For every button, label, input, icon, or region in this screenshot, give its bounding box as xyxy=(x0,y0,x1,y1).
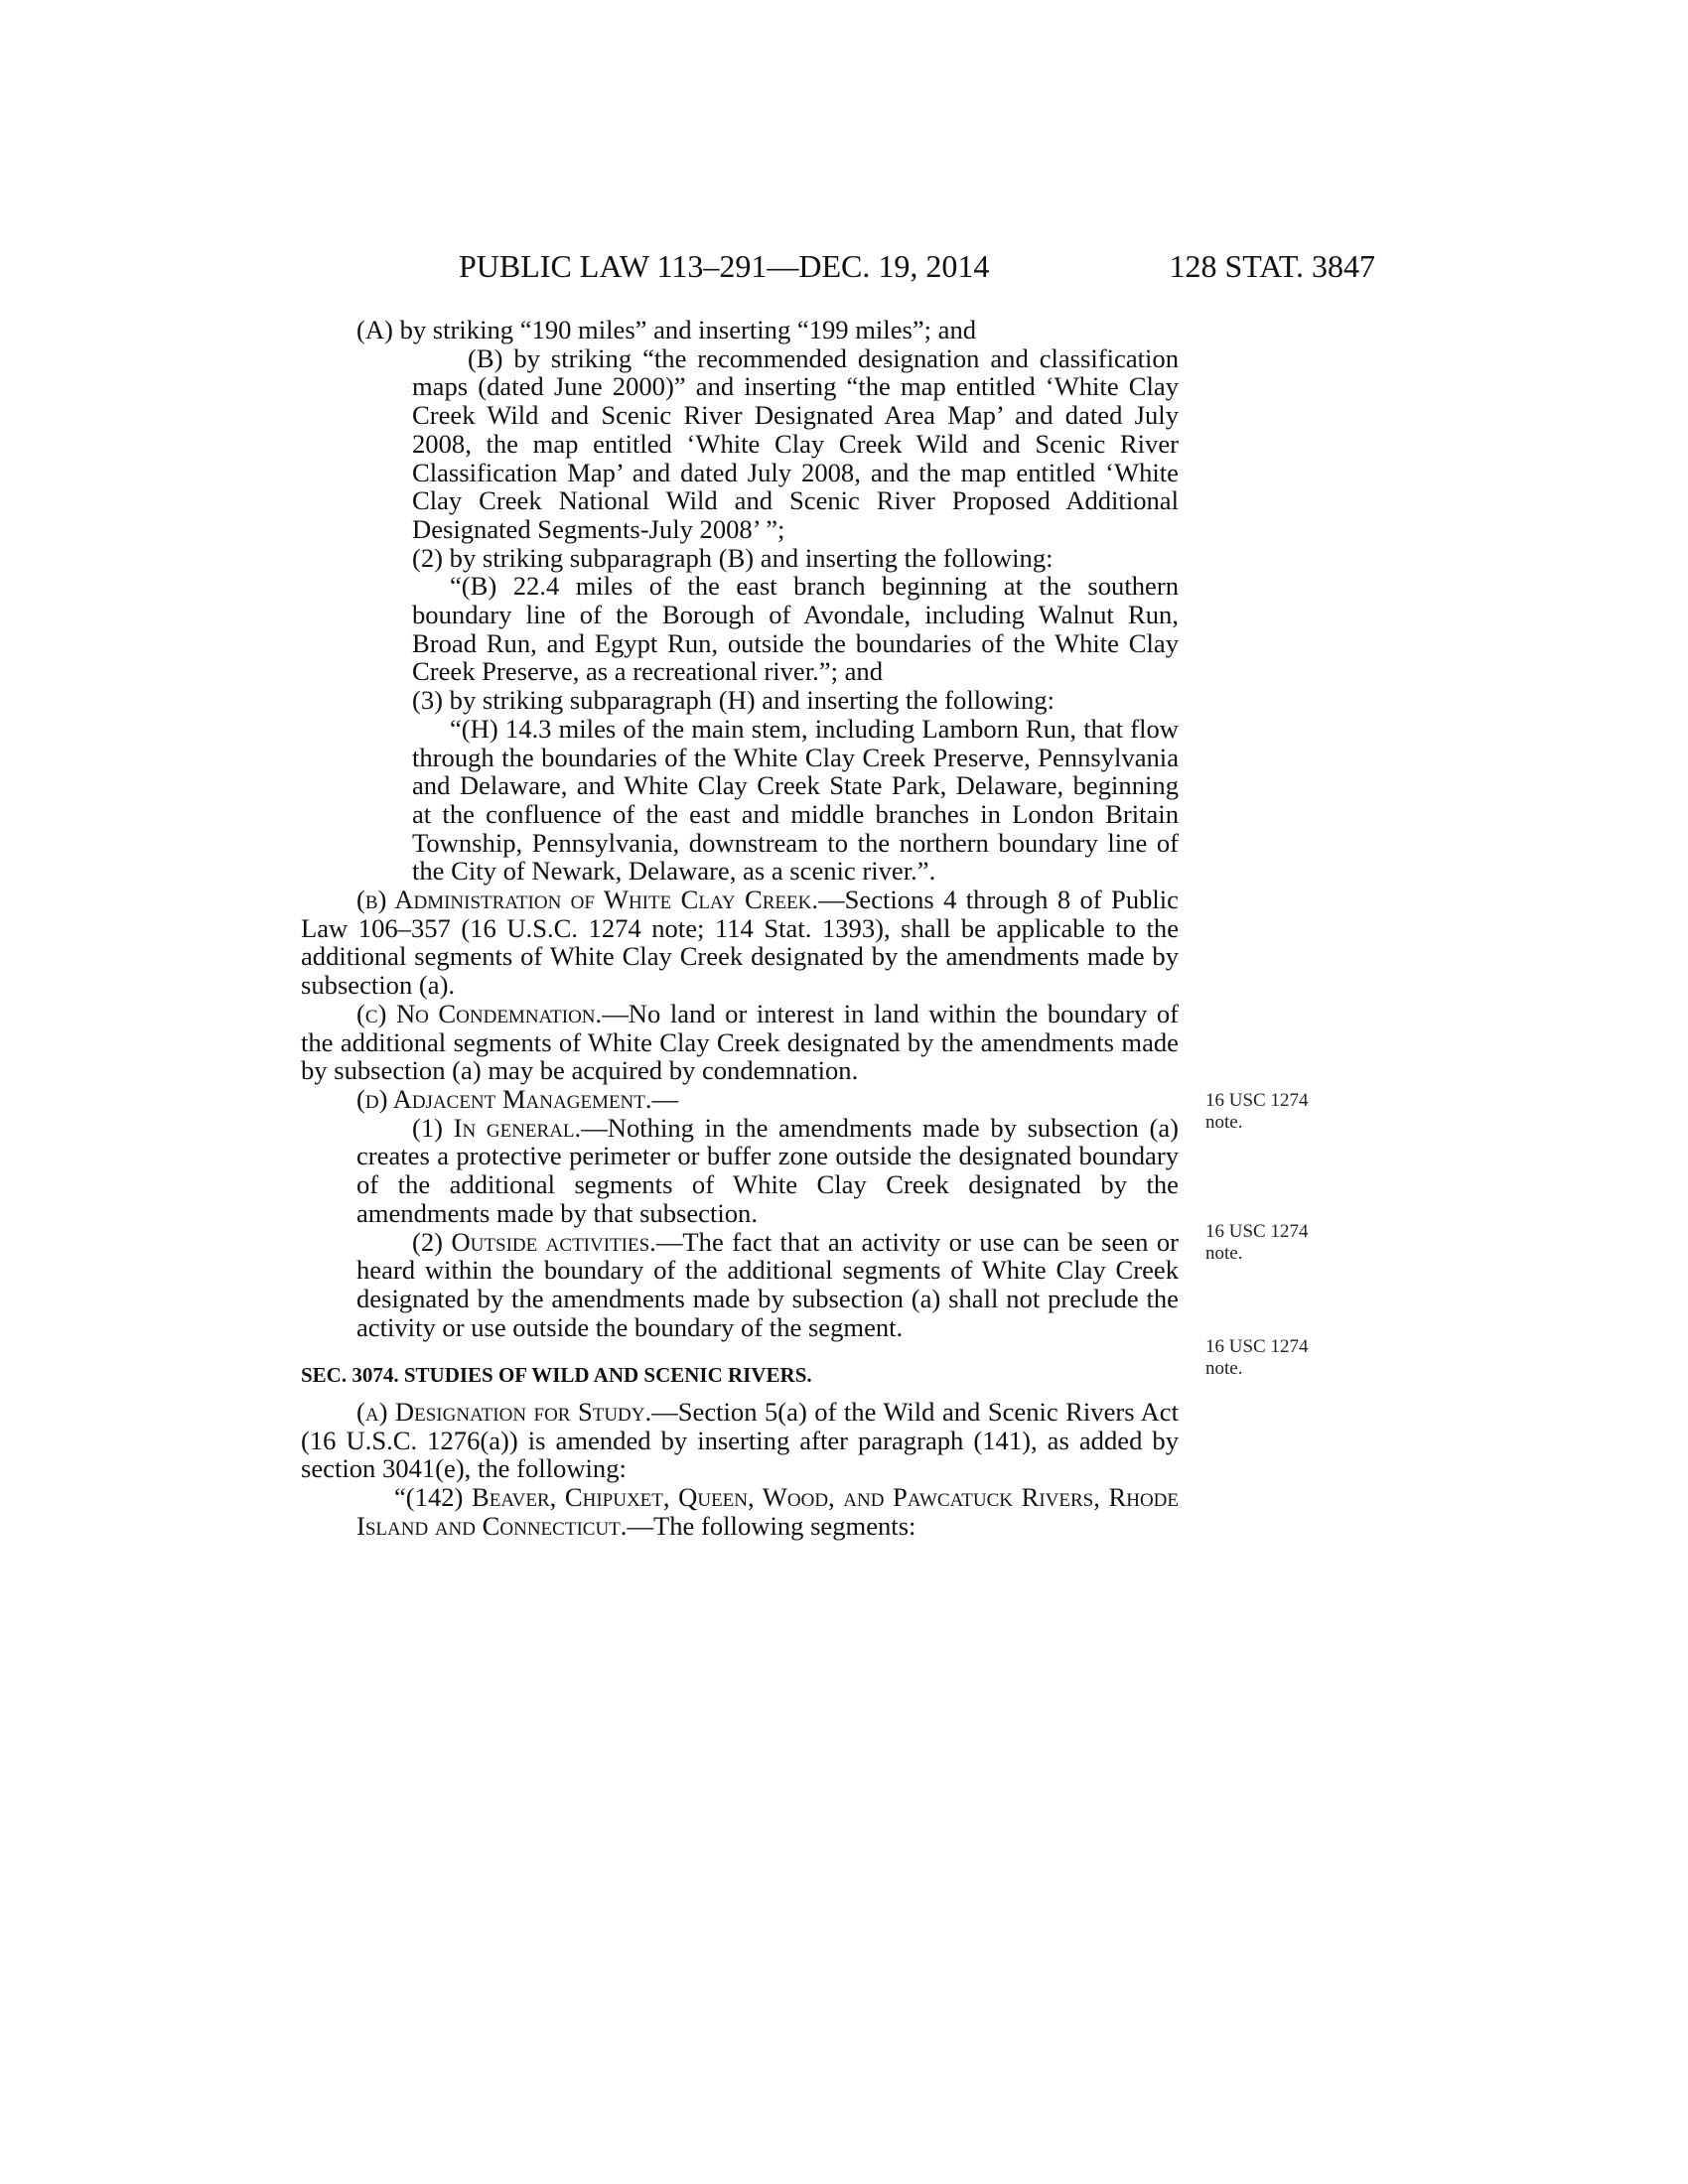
subsection-b-text: —Sections 4 through 8 of Public Law 106–357 (16 U.S.C. 1274 note; 114 Stat. 1393), shall be applicable to the additional segments of White Clay Creek designated by the amendments made by subsection (a). xyxy=(301,885,1179,1001)
paragraph-d2-text: —The fact that an activity or use can be seen or heard within the boundary of the additional segments of White Clay Creek designated by the amendments made by subsection (a) shall not preclude the activity or use outside the boundary of the segment. xyxy=(356,1226,1179,1342)
subsection-b-heading: (b) Administration of White Clay Creek. xyxy=(356,885,818,915)
margin-note-c: 16 USC 1274 note. xyxy=(1205,1221,1309,1264)
subsection-d xyxy=(301,1085,1179,1114)
subsection-c-text: —No land or interest in land within the boundary of the additional segments of White Clay Creek designated by the amendments made by subsection (a) may be acquired by condemnation. xyxy=(301,998,1179,1086)
statute-page: 128 STAT. 3847 xyxy=(1169,248,1375,284)
section-title: SEC. 3074. STUDIES OF WILD AND SCENIC RIVERS. xyxy=(301,1363,812,1388)
paragraph-3: (3) by striking subparagraph (H) and inserting the following: xyxy=(412,685,1055,716)
subsection-b xyxy=(301,886,1179,1000)
quote-142 xyxy=(301,1483,1179,1540)
paragraph-d1-heading: (1) In general. xyxy=(412,1112,582,1143)
margin-note-b: 16 USC 1274 note. xyxy=(1205,1090,1309,1133)
paragraph-a: (A) by striking “190 miles” and inserting “199 miles”; and xyxy=(356,315,977,344)
document-body xyxy=(301,316,1179,1541)
quote-142-heading: “(142) Beaver, Chipuxet, Queen, Wood, and Pawcatuck Rivers, Rhode Island and Connecticut. xyxy=(356,1482,1179,1541)
paragraph-d1-text: —Nothing in the amendments made by subsection (a) creates a protective perimeter or buffer zone outside the designated boundary of the additional segments of White Clay Creek designated by the amendments made by that subsection. xyxy=(356,1112,1180,1228)
subsection-d-heading: (d) Adjacent Management. xyxy=(356,1083,652,1114)
quote-b: “(B) 22.4 miles of the east branch beginning at the southern boundary line of the Borough of Avondale, including Walnut Run, Broad Run, and Egypt Run, outside the boundaries of the White Clay Creek Preserve, as a recreational river.”; and xyxy=(412,571,1179,687)
subsection-a-heading: (a) Designation for Study. xyxy=(356,1397,652,1428)
subsection-d-text: — xyxy=(651,1083,679,1114)
quote-h: “(H) 14.3 miles of the main stem, including Lamborn Run, that flow through the boundaries of the White Clay Creek Preserve, Pennsylvania and Delaware, and White Clay Creek State Park, Delaware, beginning at the confluence of the east and middle branches in London Britain Township, Pennsylvania, downstream to the northern boundary line of the City of Newark, Delaware, as a scenic river.”. xyxy=(412,713,1179,887)
subsection-c xyxy=(301,1000,1179,1085)
margin-note-d: 16 USC 1274 note. xyxy=(1205,1336,1309,1379)
subsection-a xyxy=(301,1398,1179,1483)
subsection-c-heading: (c) No Condemnation. xyxy=(356,998,603,1028)
subsection-a-text: —Section 5(a) of the Wild and Scenic Rivers Act (16 U.S.C. 1276(a)) is amended by inserting after paragraph (141), as added by section 3041(e), the following: xyxy=(301,1397,1180,1484)
paragraph-d2-heading: (2) Outside activities. xyxy=(412,1226,656,1257)
law-citation: PUBLIC LAW 113–291—DEC. 19, 2014 xyxy=(459,248,990,284)
page-header xyxy=(459,246,1375,286)
paragraph-2: (2) by striking subparagraph (B) and inserting the following: xyxy=(412,542,1054,573)
quote-142-text: —The following segments: xyxy=(627,1510,916,1541)
paragraph-b: (B) by striking “the recommended designation and classification maps (dated June 2000)” and inserting “the map entitled ‘White Clay Creek Wild and Scenic River Designated Area Map’ and dated July 2008, the map entitled ‘White Clay Creek Wild and Scenic River Classification Map’ and dated July 2008, and the map entitled ‘White Clay Creek National Wild and Scenic River Proposed Additional Designated Segments-July 2008’ ”; xyxy=(412,342,1179,544)
paragraph-d1 xyxy=(301,1114,1179,1228)
paragraph-d2 xyxy=(301,1228,1179,1342)
